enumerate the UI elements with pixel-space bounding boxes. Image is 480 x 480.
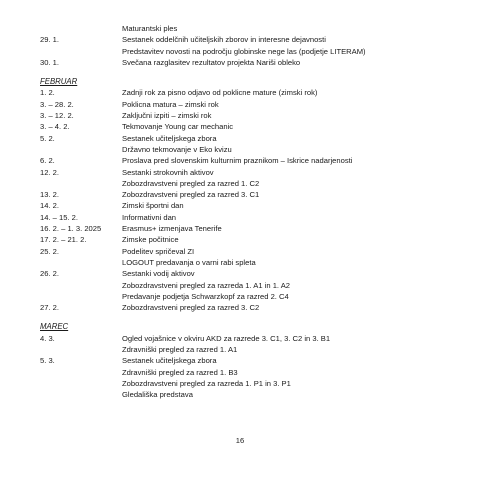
event-description: Zobozdravstveni pregled za razreda 1. A1 in 1. A2: [122, 280, 291, 290]
event-description: Zaključni izpiti – zimski rok: [122, 111, 212, 121]
event-description: Sestanek učiteljskega zbora: [122, 133, 217, 143]
event-date: 14. – 15. 2.: [40, 212, 78, 222]
calendar-row: [40, 344, 460, 355]
event-date: [40, 46, 122, 57]
event-date: [40, 257, 122, 268]
calendar-row: [40, 367, 460, 378]
event-description: Zimski športni dan: [122, 201, 184, 211]
calendar-row: [40, 246, 460, 257]
calendar-row: [40, 57, 460, 68]
event-description: Predavanje podjetja Schwarzkopf za razred 2. C4: [122, 291, 289, 301]
event-date: 17. 2. – 21. 2.: [40, 235, 87, 245]
event-date: [40, 367, 122, 378]
event-date: 1. 2.: [40, 88, 55, 98]
event-description: Erasmus+ izmenjava Tenerife: [122, 224, 222, 234]
calendar-row: [40, 355, 460, 366]
calendar-row: [40, 167, 460, 178]
event-description: Informativni dan: [122, 212, 177, 222]
calendar-row: [40, 121, 460, 132]
event-description: Zdravniški pregled za razred 1. B3: [122, 367, 238, 377]
calendar-row: [40, 99, 460, 110]
event-description: Gledališka predstava: [122, 390, 193, 400]
calendar-row: [40, 189, 460, 200]
month-heading: FEBRUAR: [40, 77, 78, 87]
event-description: Predstavitev novosti na področju globinske nege las (podjetje LITERAM): [122, 46, 366, 56]
event-description: Ogled vojašnice v okviru AKD za razrede 3. C1, 3. C2 in 3. B1: [122, 333, 331, 343]
month-heading: MAREC: [40, 322, 69, 332]
event-date: 29. 1.: [40, 35, 59, 45]
event-date: [40, 291, 122, 302]
event-description: Tekmovanje Young car mechanic: [122, 122, 234, 132]
event-date: [40, 144, 122, 155]
page-number: 16: [235, 436, 245, 445]
event-date: [40, 178, 122, 189]
event-date: 3. – 4. 2.: [40, 122, 70, 132]
event-date: 12. 2.: [40, 167, 59, 177]
event-date: 25. 2.: [40, 246, 59, 256]
event-description: Zimske počitnice: [122, 235, 179, 245]
section-spacer: [40, 68, 460, 76]
calendar-row: [40, 178, 460, 189]
event-description: Zobozdravstveni pregled za razred 3. C1: [122, 190, 260, 200]
calendar-row: [40, 212, 460, 223]
calendar-row: [40, 333, 460, 344]
calendar-row: [40, 46, 460, 57]
event-date: 30. 1.: [40, 57, 59, 67]
calendar-row: [40, 133, 460, 144]
event-description: Sestanek učiteljskega zbora: [122, 356, 217, 366]
calendar-row: [40, 200, 460, 211]
event-date: 14. 2.: [40, 201, 59, 211]
event-date: 4. 3.: [40, 333, 55, 343]
calendar-row: [40, 280, 460, 291]
calendar-row: [40, 234, 460, 245]
event-description: Sestanek oddelčnih učiteljskih zborov in interesne dejavnosti: [122, 35, 326, 45]
section-spacer: [40, 313, 460, 321]
calendar-row: [40, 389, 460, 400]
calendar-row: [40, 268, 460, 279]
event-description: Zobozdravstveni pregled za razreda 1. P1 in 3. P1: [122, 378, 291, 388]
event-date: [40, 344, 122, 355]
event-date: [40, 389, 122, 400]
event-date: 13. 2.: [40, 190, 59, 200]
event-description: LOGOUT predavanja o varni rabi spleta: [122, 257, 256, 267]
event-description: Proslava pred slovenskim kulturnim praznikom – Iskrice nadarjenosti: [122, 156, 353, 166]
event-description: Zadnji rok za pisno odjavo od poklicne mature (zimski rok): [122, 88, 318, 98]
event-description: Državno tekmovanje v Eko kvizu: [122, 144, 232, 154]
event-date: 3. – 12. 2.: [40, 111, 74, 121]
calendar-row: [40, 110, 460, 121]
event-description: Svečana razglasitev rezultatov projekta Nariši obleko: [122, 57, 301, 67]
event-date: [40, 23, 122, 34]
event-description: Zobozdravstveni pregled za razred 3. C2: [122, 303, 260, 313]
event-date: [40, 280, 122, 291]
calendar-row: [40, 87, 460, 98]
calendar-row: [40, 291, 460, 302]
calendar-row: [40, 23, 460, 34]
calendar-row: [40, 257, 460, 268]
event-description: Podelitev spričeval ZI: [122, 246, 195, 256]
event-date: 6. 2.: [40, 156, 55, 166]
event-description: Sestanki strokovnih aktivov: [122, 167, 214, 177]
event-date: 16. 2. – 1. 3. 2025: [40, 224, 102, 234]
calendar-row: [40, 223, 460, 234]
event-date: 26. 2.: [40, 269, 59, 279]
event-description: Zobozdravstveni pregled za razred 1. C2: [122, 178, 260, 188]
calendar-row: [40, 144, 460, 155]
event-description: Maturantski ples: [122, 24, 178, 33]
event-description: Zdravniški pregled za razred 1. A1: [122, 345, 238, 355]
event-date: [40, 378, 122, 389]
calendar-row: [40, 155, 460, 166]
event-date: 27. 2.: [40, 303, 59, 313]
calendar-row: [40, 302, 460, 313]
calendar-row: [40, 378, 460, 389]
event-date: 5. 2.: [40, 133, 55, 143]
event-date: 5. 3.: [40, 356, 55, 366]
calendar-row: [40, 34, 460, 45]
event-date: 3. – 28. 2.: [40, 99, 74, 109]
event-description: Sestanki vodij aktivov: [122, 269, 195, 279]
calendar-list: [40, 23, 460, 401]
event-description: Poklicna matura – zimski rok: [122, 99, 219, 109]
